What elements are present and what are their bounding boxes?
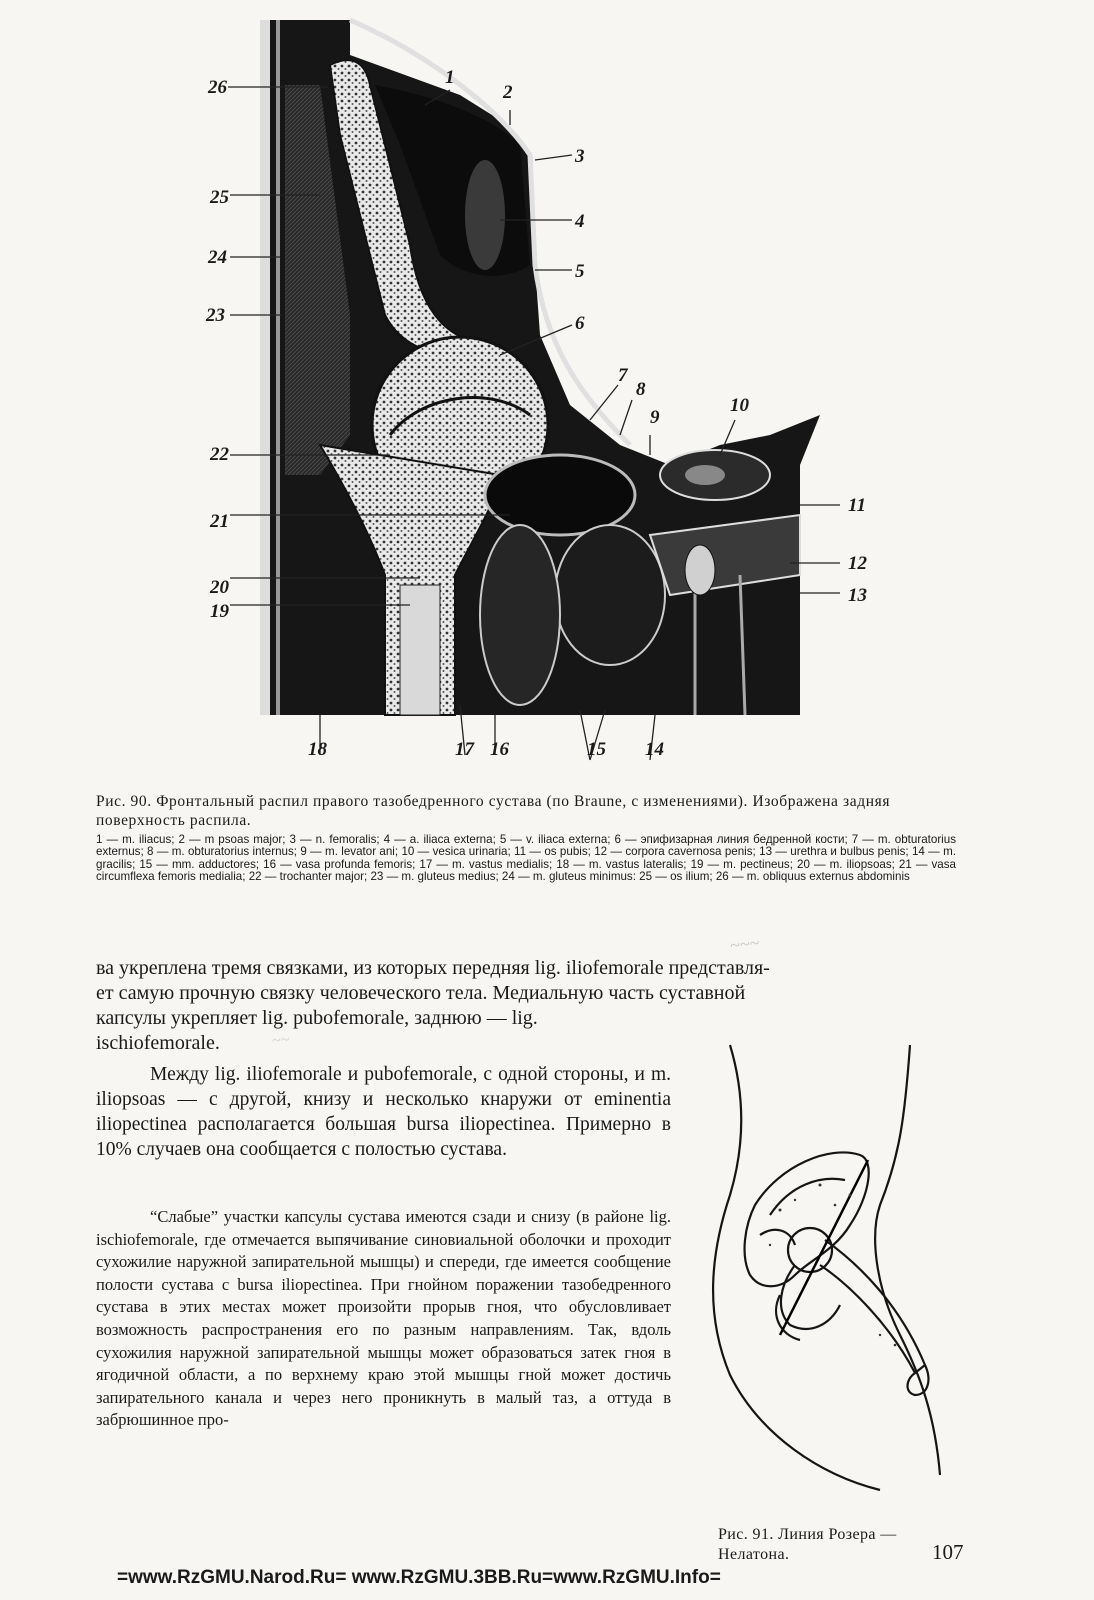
label-16: 16 (490, 739, 509, 760)
handwritten-mark: ~~ (271, 1031, 290, 1050)
label-5: 5 (575, 261, 585, 282)
figure-90-caption: Рис. 90. Фронтальный распил правого тазобедренного сустава (по Braune, с изменениями). Изображена задняя поверхность распила. (96, 793, 891, 829)
label-11: 11 (848, 495, 866, 516)
figure-90-legend: 1 — m. iliacus; 2 — m psoas major; 3 — n. femoralis; 4 — a. iliaca externa; 5 — v. iliaca externa; 6 — эпифизарная линия бедренной кости; 7 — m. obturatorius externus; 8 — m. obturatorius internus; 9 — m. levator ani; 10 — vesica urinaria; 11 — os pubis; 12 — corpora cavernosa penis; 13 — urethra и bulbus penis; 14 — m. gracilis; 15 — mm. adductores; 16 — vasa profunda femoris; 17 — m. vastus medialis; 18 — m. vastus lateralis; 19 — m. pectineus; 20 — m. iliopsoas; 21 — vasa circumflexa femoris medialia; 22 — trochanter major; 23 — m. gluteus medius; 24 — m. gluteus minimus: 25 — os ilium; 26 — m. obliquus externus abdominis (96, 833, 956, 883)
handwritten-mark: ~~~ (728, 932, 761, 956)
body-paragraph-1 (96, 956, 976, 1006)
label-1: 1 (445, 67, 455, 88)
label-12: 12 (848, 553, 867, 574)
label-14: 14 (645, 739, 664, 760)
label-15: 15 (587, 739, 606, 760)
label-13: 13 (848, 585, 867, 606)
label-7: 7 (618, 365, 628, 386)
label-22: 22 (210, 444, 229, 465)
label-19: 19 (210, 601, 229, 622)
text-line: капсулы укрепляет lig. pubofemorale, заднюю — lig. (96, 1007, 538, 1029)
text-line: ва укреплена тремя связками, из которых передняя lig. iliofemorale представля- (96, 957, 770, 979)
label-8: 8 (636, 379, 646, 400)
label-25: 25 (210, 187, 229, 208)
figure-90-hip-section (200, 15, 890, 775)
label-24: 24 (208, 247, 227, 268)
body-paragraph-3-small: “Слабые” участки капсулы сустава имеются сзади и снизу (в районе lig. ischiofemorale, где отмечается выпячивание синовиальной оболочки и проходит сухожилие наружной запирательной мышцы) и спереди, где имеется сообщение полости сустава с bursa iliopectinea. При гнойном поражении тазобедренного сустава в этих местах может произойти прорыв гноя, что обусловливает возможность распространения его по разным направлениям. Так, вдоль сухожилия наружной запирательной мышцы может образоваться затек гноя в ягодичной области, а по верхнему краю этой мышцы гной может достичь запирательного канала и через него проникнуть в малый таз, а оттуда в забрюшинное про- (96, 1207, 671, 1430)
label-10: 10 (730, 395, 749, 416)
label-2: 2 (503, 82, 513, 103)
label-23: 23 (206, 305, 225, 326)
label-18: 18 (308, 739, 327, 760)
label-3: 3 (575, 146, 585, 167)
body-paragraph-2: Между lig. iliofemorale и pubofemorale, с одной стороны, и m. iliopsoas — с другой, книзу и несколько кнаружи от eminentia iliopectinea располагается большая bursa iliopectinea. Примерно в 10% случаев она сообщается с полостью сустава. (96, 1064, 671, 1160)
label-6: 6 (575, 313, 585, 334)
label-26: 26 (208, 77, 227, 98)
page-number: 107 (932, 1540, 964, 1564)
label-20: 20 (210, 577, 229, 598)
label-21: 21 (210, 511, 229, 532)
label-4: 4 (575, 211, 585, 232)
body-paragraph-1-tail (96, 1006, 676, 1056)
label-9: 9 (650, 407, 660, 428)
text-line: ет самую прочную связку человеческого тела. Медиальную часть суставной (96, 982, 746, 1004)
footer-watermark: =www.RzGMU.Narod.Ru= www.RzGMU.3BB.Ru=www.RzGMU.Info= (117, 1567, 721, 1588)
label-17: 17 (455, 739, 474, 760)
text-line: ischiofemorale. (96, 1032, 220, 1054)
figure-91-roser-nelaton-line (700, 1035, 970, 1495)
figure-91-caption: Рис. 91. Линия Розера — Нелатона. (718, 1526, 897, 1563)
